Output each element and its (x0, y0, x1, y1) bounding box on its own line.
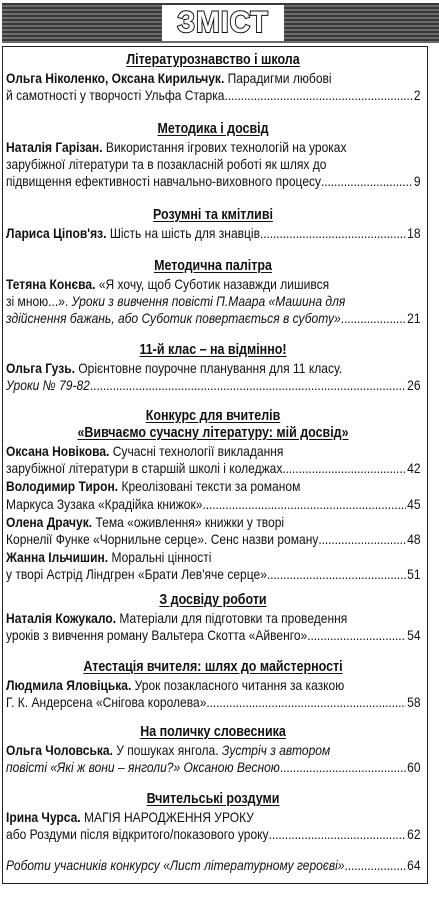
page-number: 60 (407, 759, 421, 776)
page-number: 64 (407, 857, 421, 873)
leader-dots (260, 225, 406, 242)
leader-dots (206, 694, 406, 711)
page-number: 45 (407, 495, 421, 512)
entry-title-line: або Роздуми після відкритого/показового уроку (6, 826, 269, 843)
section-heading: На поличку словесника (140, 724, 286, 740)
page-number: 62 (407, 826, 421, 843)
section-heading: Вчительські роздуми (146, 791, 280, 807)
page-number: 9 (413, 173, 421, 190)
entry-title-line: у творі Астрід Ліндгрен «Брати Лев'яче серце» (6, 566, 267, 583)
section-heading: З досвіду роботи (159, 592, 267, 608)
toc-entry[interactable] (6, 443, 421, 477)
leader-dots (269, 826, 407, 843)
entry-author: Жанна Ільчишин. (6, 549, 109, 566)
section-experience (6, 592, 420, 644)
section-reflections (6, 791, 420, 843)
toc-entry[interactable] (6, 610, 421, 644)
leader-dots (224, 87, 412, 104)
entry-title-line: Шість на шість для знавців (109, 225, 261, 241)
entry-author: Наталія Кожукало. (6, 610, 117, 626)
leader-dots (90, 377, 406, 394)
section-contest-works (6, 856, 420, 874)
page-number: 26 (407, 377, 421, 394)
page-number: 42 (407, 460, 421, 477)
entry-title-line: Корнелії Функе «Чорнильне серце». Сенс назви роману (6, 531, 319, 548)
section-grade-11 (6, 342, 420, 394)
leader-dots (321, 173, 413, 190)
entry-title-line: й самотності у творчості Ульфа Старка (6, 87, 225, 104)
toc-entry[interactable] (6, 70, 421, 104)
entry-title-line: підвищення ефективності навчально-виховного процесу (6, 173, 322, 190)
toc-entry[interactable] (6, 360, 421, 394)
page-number: 51 (407, 566, 421, 583)
section-heading: Конкурс для вчителів (145, 408, 281, 424)
page-number: 58 (407, 694, 421, 711)
entry-title-line: Уроки № 79-82 (6, 377, 90, 394)
section-literary-studies (6, 52, 420, 104)
leader-dots (344, 857, 406, 874)
entry-title-line: Орієнтовне поурочне планування для 11 класу. (78, 360, 343, 376)
entry-title-line: Тема «оживлення» книжки у творі (95, 513, 285, 530)
entry-title-line: Сучасні технології викладання (112, 443, 284, 459)
entry-title-line: «Я хочу, щоб Суботик назавжди лишився (98, 276, 330, 292)
entry-author: Володимир Тирон. (6, 478, 119, 495)
section-palette (6, 258, 420, 328)
section-heading: Розумні та кмітливі (153, 207, 273, 223)
entry-author: Ольга Чоловська. (6, 742, 113, 758)
page-title: ЗМІСТ (177, 6, 269, 39)
entry-title-line: Парадигми любові (227, 70, 332, 86)
page-number: 21 (407, 310, 421, 327)
entry-title-line: МАГІЯ НАРОДЖЕННЯ УРОКУ (84, 809, 254, 825)
entry-author: Оксана Новікова. (6, 443, 110, 459)
entry-title-line: Моральні цінності (111, 549, 212, 566)
entry-author: Ірина Чурса. (6, 809, 81, 825)
section-heading: Атестація вчителя: шлях до майстерності (83, 659, 343, 675)
page-number: 2 (413, 87, 421, 104)
entry-title-line: зарубіжної літератури та в позакласній роботі як шлях до (6, 156, 327, 173)
toc-entry[interactable] (6, 139, 421, 191)
section-heading: Методика і досвід (157, 121, 269, 137)
entry-title-line: Використання ігрових технологій на уроках (105, 139, 347, 155)
entry-title-line: уроків з вивчення роману Вальтера Скотта «Айвенго» (6, 627, 308, 644)
section-heading: 11-й клас – на відмінно! (139, 342, 287, 358)
leader-dots (341, 310, 407, 327)
toc-entry[interactable] (6, 809, 421, 843)
entry-title-line: Роботи учасників конкурсу «Лист літературному героєві» (6, 857, 345, 873)
page-number: 18 (407, 225, 421, 241)
entry-author: Людмила Яловіцька. (6, 677, 132, 693)
entry-author: Лариса Ціпов'яз. (6, 225, 107, 241)
entry-title-line: У пошуках янгола. (116, 742, 219, 758)
entry-title-line: зарубіжної літератури в старшій школі і коледжах (6, 460, 283, 477)
entry-title-line: Матеріали для підготовки та проведення (119, 610, 348, 626)
section-heading: Літературознавство і школа (126, 52, 300, 68)
section-smart (6, 207, 420, 242)
toc-entry[interactable] (6, 677, 421, 711)
section-subheading: «Вивчаємо сучасну літературу: мій досвід» (77, 425, 349, 441)
page-number: 48 (407, 531, 421, 548)
entry-title-line: зі мною...». (6, 293, 69, 310)
section-heading: Методична палітра (154, 258, 272, 274)
entry-author: Тетяна Конєва. (6, 276, 96, 292)
entry-title-line: здійснення бажань, або Суботик повертається в суботу» (6, 310, 341, 327)
section-bookshelf (6, 724, 420, 776)
entry-author: Наталія Гарізан. (6, 139, 103, 155)
entry-author: Ольга Ніколенко, Оксана Кирильчук. (6, 70, 225, 86)
entry-title-line: Уроки з вивчення повісті П.Маара «Машина для (71, 293, 346, 310)
toc-entry[interactable] (6, 478, 421, 512)
leader-dots (280, 759, 406, 776)
leader-dots (202, 496, 406, 513)
toc-entry[interactable] (6, 276, 421, 328)
entry-title-line: повісті «Які ж вони – янголи?» Оксаною Весною (6, 759, 280, 776)
toc-entry[interactable] (6, 514, 421, 548)
leader-dots (282, 460, 406, 477)
entry-title-line: Зустріч з автором (221, 742, 331, 758)
leader-dots (307, 627, 406, 644)
contents-header (2, 3, 439, 43)
leader-dots (318, 531, 406, 548)
entry-title-line: Креолізовані тексти за романом (121, 478, 301, 495)
leader-dots (267, 566, 406, 583)
page-number: 54 (407, 627, 421, 644)
toc-entry[interactable] (6, 549, 421, 583)
entry-author: Ольга Гузь. (6, 360, 75, 376)
toc-entry[interactable] (6, 742, 421, 776)
entry-title-line: Урок позакласного читання за казкою (134, 677, 345, 693)
entry-title-line: Г. К. Андерсена «Снігова королева» (6, 694, 207, 711)
entry-author: Олена Драчук. (6, 513, 93, 530)
entry-title-line: Маркуса Зузака «Крадійка книжок» (6, 495, 203, 512)
toc-entry[interactable] (6, 857, 421, 874)
toc-entry[interactable] (6, 225, 421, 242)
section-attestation (6, 659, 420, 711)
section-methodology (6, 121, 420, 191)
section-teacher-contest (6, 408, 420, 584)
